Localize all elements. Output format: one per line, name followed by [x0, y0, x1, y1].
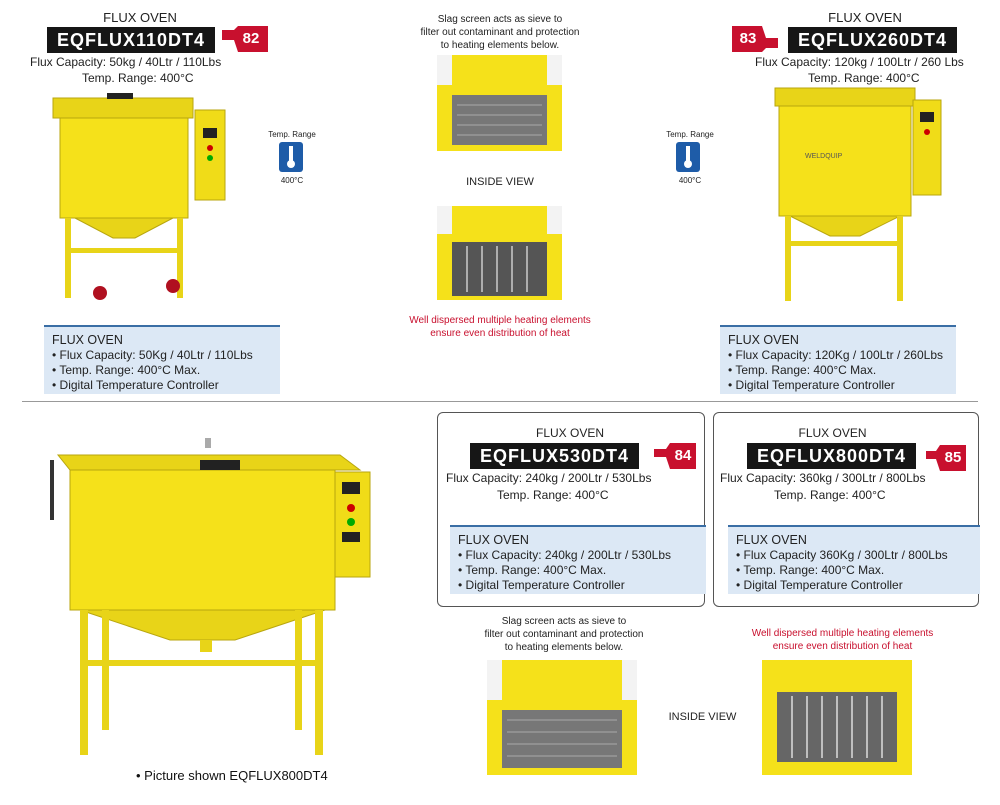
- temp-spec: Temp. Range: 400°C: [808, 71, 920, 85]
- temp-value: 400°C: [280, 176, 304, 185]
- feature-item: • Digital Temperature Controller: [728, 378, 895, 392]
- temp-spec: Temp. Range: 400°C: [82, 71, 194, 85]
- model-code: EQFLUX530DT4: [470, 443, 639, 469]
- capacity-spec: Flux Capacity: 120kg / 100Ltr / 260 Lbs: [755, 55, 964, 69]
- page-number: 84: [674, 447, 692, 464]
- heat-note: Well dispersed multiple heating elements ensure even distribution of heat: [751, 628, 934, 652]
- feature-item: • Flux Capacity: 50Kg / 40Ltr / 110Lbs: [52, 348, 253, 362]
- feature-item: • Flux Capacity: 240kg / 200Ltr / 530Lbs: [458, 548, 671, 562]
- temp-spec: Temp. Range: 400°C: [497, 488, 609, 502]
- heading-flux-oven: FLUX OVEN: [828, 10, 902, 25]
- feature-item: • Temp. Range: 400°C Max.: [728, 363, 877, 377]
- capacity-spec: Flux Capacity: 360kg / 300Ltr / 800Lbs: [720, 471, 926, 485]
- thermometer-icon: [279, 142, 303, 172]
- capacity-spec: Flux Capacity: 50kg / 40Ltr / 110Lbs: [30, 55, 222, 69]
- inside-view-slag-screen-image: [487, 660, 637, 775]
- features-title: FLUX OVEN: [52, 333, 123, 347]
- product-image-eqflux110: [45, 88, 235, 308]
- inside-view-heating-elements-image: [437, 206, 562, 300]
- features-title: FLUX OVEN: [736, 533, 807, 547]
- heat-note: Well dispersed multiple heating elements ensure even distribution of heat: [409, 315, 591, 339]
- features-box: [720, 325, 956, 394]
- inside-view-slag-screen-image: [437, 55, 562, 151]
- slag-note: Slag screen acts as sieve to filter out contaminant and protection to heating elements below.: [484, 616, 644, 653]
- feature-item: • Flux Capacity: 120Kg / 100Ltr / 260Lbs: [728, 348, 943, 362]
- inside-view-label: INSIDE VIEW: [466, 176, 534, 188]
- page-number: 82: [242, 30, 260, 47]
- features-box: [44, 325, 280, 394]
- feature-item: • Temp. Range: 400°C Max.: [52, 363, 201, 377]
- heading-flux-oven: FLUX OVEN: [103, 10, 177, 25]
- temp-value: 400°C: [678, 176, 702, 185]
- temp-spec: Temp. Range: 400°C: [774, 488, 886, 502]
- inside-view-label: INSIDE VIEW: [668, 711, 737, 723]
- section-divider: [22, 401, 978, 402]
- brand-logo: WELDQUIP: [805, 153, 843, 160]
- feature-item: • Temp. Range: 400°C Max.: [736, 563, 885, 577]
- features-title: FLUX OVEN: [458, 533, 529, 547]
- feature-item: • Flux Capacity 360Kg / 300Ltr / 800Lbs: [736, 548, 948, 562]
- page-number: 83: [739, 30, 757, 47]
- feature-item: • Temp. Range: 400°C Max.: [458, 563, 607, 577]
- temp-range-label: Temp. Range: [666, 130, 714, 139]
- product-image-eqflux800: [40, 430, 380, 775]
- model-code: EQFLUX110DT4: [47, 27, 215, 53]
- feature-item: • Digital Temperature Controller: [52, 378, 219, 392]
- feature-item: • Digital Temperature Controller: [458, 578, 625, 592]
- heading-flux-oven: FLUX OVEN: [798, 426, 867, 440]
- thermometer-icon: [676, 142, 700, 172]
- features-box: [450, 525, 706, 594]
- slag-note: Slag screen acts as sieve to filter out contaminant and protection to heating elements below.: [420, 14, 580, 51]
- product-image-eqflux260: [765, 86, 950, 311]
- heading-flux-oven: FLUX OVEN: [535, 426, 604, 440]
- inside-view-heating-elements-image: [762, 660, 912, 775]
- temp-range-label: Temp. Range: [268, 130, 316, 139]
- picture-note: • Picture shown EQFLUX800DT4: [136, 768, 328, 783]
- model-code: EQFLUX800DT4: [747, 443, 916, 469]
- page-number: 85: [944, 449, 962, 466]
- features-box: [728, 525, 980, 594]
- model-code: EQFLUX260DT4: [788, 27, 957, 53]
- capacity-spec: Flux Capacity: 240kg / 200Ltr / 530Lbs: [446, 471, 652, 485]
- features-title: FLUX OVEN: [728, 333, 799, 347]
- feature-item: • Digital Temperature Controller: [736, 578, 903, 592]
